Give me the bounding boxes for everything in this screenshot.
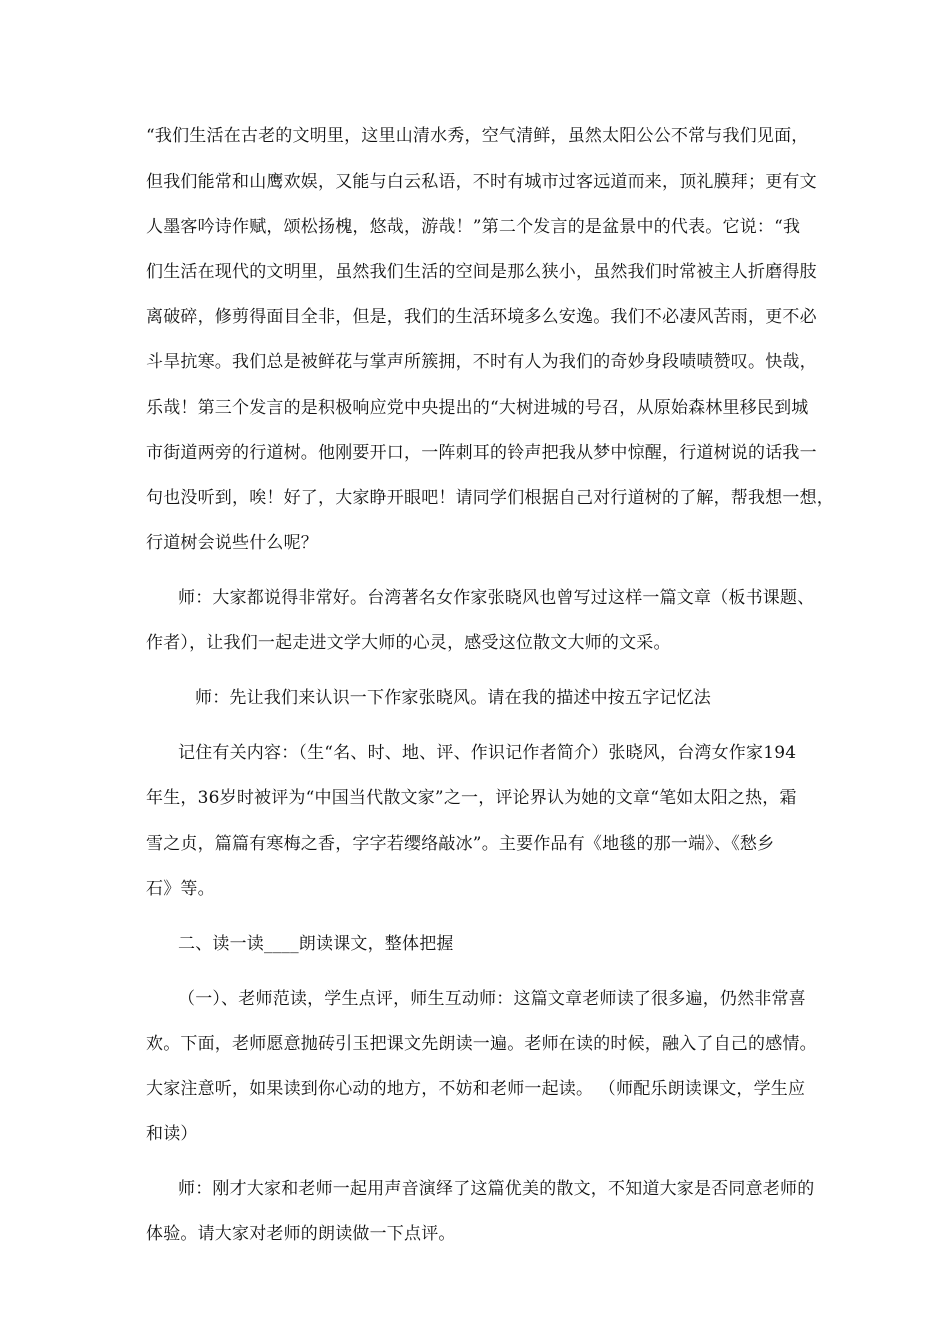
- paragraph-line: 行道树会说些什么呢？: [146, 533, 318, 553]
- paragraph-line: 师：大家都说得非常好。台湾著名女作家张晓风也曾写过这样一篇文章（板书课题、: [178, 588, 815, 608]
- paragraph-line: 二、读一读____朗读课文，整体把握: [178, 934, 454, 954]
- paragraph-line: 记住有关内容：（生“名、时、地、评、作识记作者简介）张晓风，台湾女作家194: [178, 743, 797, 763]
- paragraph-line: “我们生活在古老的文明里，这里山清水秀，空气清鲜，虽然太阳公公不常与我们见面，: [146, 126, 809, 146]
- paragraph-line: 和读）: [146, 1124, 198, 1144]
- paragraph-line: 斗旱抗寒。我们总是被鲜花与掌声所簇拥，不时有人为我们的奇妙身段啧啧赞叹。快哉，: [146, 352, 817, 372]
- paragraph-line: 句也没听到，唉！好了，大家睁开眼吧！请同学们根据自己对行道树的了解，帮我想一想，: [146, 488, 834, 508]
- paragraph-line: 人墨客吟诗作赋，颂松扬槐，悠哉，游哉！”第二个发言的是盆景中的代表。它说：“我: [146, 217, 801, 237]
- paragraph-line: 雪之贞，篇篇有寒梅之香，字字若缨络敲冰”。主要作品有《地毯的那一端》、《愁乡: [146, 834, 775, 854]
- paragraph-line: 师：刚才大家和老师一起用声音演绎了这篇优美的散文，不知道大家是否同意老师的: [178, 1179, 815, 1199]
- paragraph-line: 石》等。: [146, 879, 215, 899]
- paragraph-line: 离破碎，修剪得面目全非，但是，我们的生活环境多么安逸。我们不必凄风苦雨，更不必: [146, 307, 817, 327]
- paragraph-line: 年生，36岁时被评为“中国当代散文家”之一，评论界认为她的文章“笔如太阳之热，霜: [146, 788, 797, 808]
- paragraph-line: 市街道两旁的行道树。他刚要开口，一阵刺耳的铃声把我从梦中惊醒，行道树说的话我一: [146, 443, 817, 463]
- paragraph-line: 师：先让我们来认识一下作家张晓风。请在我的描述中按五字记忆法: [195, 688, 711, 708]
- paragraph-line: 体验。请大家对老师的朗读做一下点评。: [146, 1224, 456, 1244]
- paragraph-line: 欢。下面，老师愿意抛砖引玉把课文先朗读一遍。老师在读的时候，融入了自己的感情。: [146, 1034, 817, 1054]
- paragraph-line: （一）、老师范读，学生点评，师生互动师：这篇文章老师读了很多遍，仍然非常喜: [178, 989, 806, 1009]
- paragraph-line: 们生活在现代的文明里，虽然我们生活的空间是那么狭小，虽然我们时常被主人折磨得肢: [146, 262, 817, 282]
- paragraph-line: 大家注意听，如果读到你心动的地方，不妨和老师一起读。 （师配乐朗读课文，学生应: [146, 1079, 806, 1099]
- paragraph-line: 但我们能常和山鹰欢娱，又能与白云私语，不时有城市过客远道而来，顶礼膜拜；更有文: [146, 172, 817, 192]
- paragraph-line: 作者），让我们一起走进文学大师的心灵，感受这位散文大师的文采。: [146, 633, 671, 653]
- paragraph-line: 乐哉！第三个发言的是积极响应党中央提出的“大树进城的号召，从原始森林里移民到城: [146, 398, 809, 418]
